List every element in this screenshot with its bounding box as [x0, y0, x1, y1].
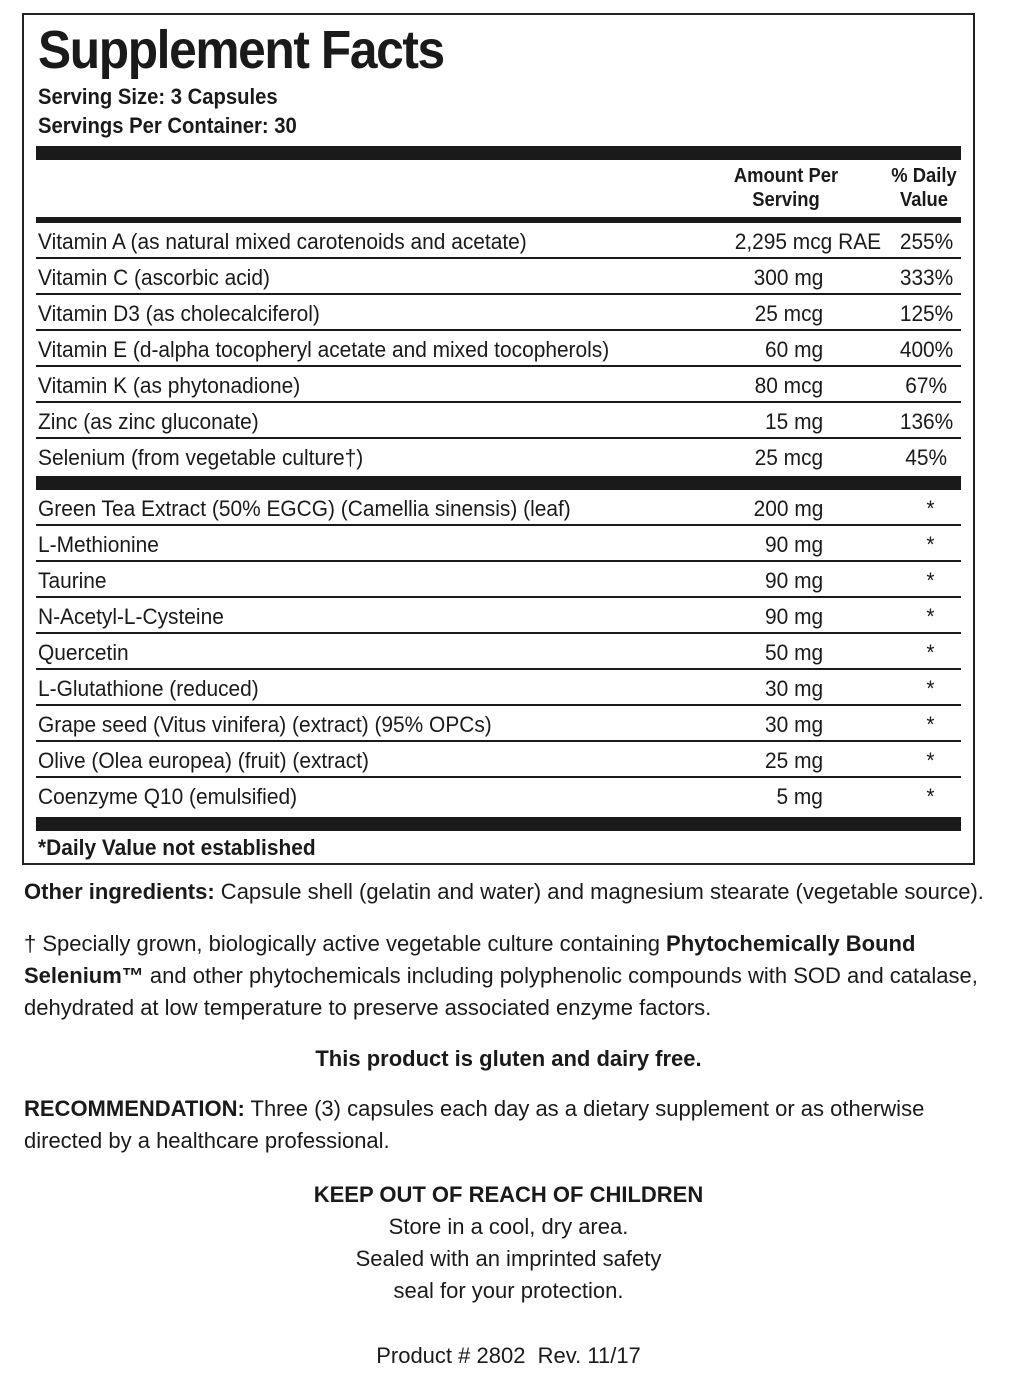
- nutrient-name: Vitamin C (ascorbic acid): [38, 265, 270, 290]
- ingredient-name: L-Methionine: [38, 532, 159, 557]
- amount-header-line1: Amount Per: [733, 165, 839, 187]
- seal-line-1: Sealed with an imprinted safety: [355, 1246, 662, 1271]
- ingredient-name: Green Tea Extract (50% EGCG) (Camellia sinensis) (leaf): [38, 496, 571, 521]
- ingredient-amount: 90 mg: [764, 532, 823, 557]
- nutrient-dv: 67%: [905, 373, 947, 398]
- nutrient-dv: 400%: [899, 337, 953, 362]
- storage-instruction: Store in a cool, dry area.: [388, 1214, 629, 1239]
- amount-header-line2: Serving: [752, 189, 820, 211]
- table-row: [36, 439, 961, 475]
- table-row: [36, 778, 961, 814]
- ingredient-name: Coenzyme Q10 (emulsified): [38, 784, 298, 809]
- ingredient-name: Taurine: [38, 568, 107, 593]
- nutrient-name: Vitamin E (d-alpha tocopheryl acetate and mixed tocopherols): [38, 337, 610, 362]
- ingredient-dv: *: [926, 712, 935, 737]
- gluten-dairy-free: This product is gluten and dairy free.: [315, 1046, 702, 1071]
- table-row: [36, 670, 961, 706]
- nutrient-dv: 45%: [905, 445, 947, 470]
- product-number: Product # 2802 Rev. 11/17: [376, 1343, 641, 1368]
- serving-size: Serving Size: 3 Capsules: [38, 84, 278, 109]
- ingredient-dv: *: [926, 784, 935, 809]
- ingredient-amount: 200 mg: [753, 496, 823, 521]
- table-row: [36, 490, 961, 526]
- recommendation: [24, 1093, 984, 1157]
- ingredient-name: L-Glutathione (reduced): [38, 676, 259, 701]
- nutrient-amount: 25 mcg: [754, 301, 823, 326]
- ingredient-amount: 30 mg: [764, 676, 823, 701]
- section-divider-bar: [36, 476, 961, 490]
- table-row: [36, 259, 961, 295]
- ingredient-dv: *: [926, 748, 935, 773]
- ingredient-dv: *: [926, 568, 935, 593]
- table-row: [36, 295, 961, 331]
- other-ingredients-text: Capsule shell (gelatin and water) and magnesium stearate (vegetable source).: [214, 879, 984, 904]
- other-ingredients-label: Other ingredients:: [24, 879, 215, 904]
- nutrient-name: Vitamin D3 (as cholecalciferol): [38, 301, 320, 326]
- panel-title: Supplement Facts: [38, 20, 444, 80]
- ingredient-name: Quercetin: [38, 640, 129, 665]
- dv-header-line1: % Daily: [891, 165, 957, 187]
- bottom-divider-bar: [36, 817, 961, 831]
- supplement-facts-panel: [22, 13, 975, 865]
- dv-header-line2: Value: [899, 189, 949, 211]
- nutrient-dv: 255%: [899, 229, 953, 254]
- recommendation-label: RECOMMENDATION:: [24, 1096, 245, 1121]
- dagger-text-2: and other phytochemicals including polyphenolic compounds with SOD and catalase, dehydrated at low temperature to preserve associated enzyme factors.: [24, 963, 978, 1020]
- ingredient-name: Grape seed (Vitus vinifera) (extract) (95% OPCs): [38, 712, 492, 737]
- nutrient-dv: 136%: [899, 409, 953, 434]
- table-row: [36, 403, 961, 439]
- ingredient-amount: 50 mg: [764, 640, 823, 665]
- daily-value-footnote: *Daily Value not established: [38, 835, 316, 860]
- ingredient-amount: 90 mg: [764, 568, 823, 593]
- nutrient-dv: 333%: [899, 265, 953, 290]
- ingredient-amount: 5 mg: [776, 784, 823, 809]
- table-row: [36, 706, 961, 742]
- amount-header: [712, 164, 859, 212]
- ingredient-dv: *: [926, 604, 935, 629]
- top-divider-bar: [36, 146, 961, 160]
- keep-out-warning: KEEP OUT OF REACH OF CHILDREN: [313, 1182, 704, 1207]
- nutrient-amount: 80 mcg: [754, 373, 823, 398]
- seal-line-2: seal for your protection.: [393, 1278, 624, 1303]
- nutrient-amount: 300 mg: [753, 265, 823, 290]
- ingredient-dv: *: [926, 532, 935, 557]
- ingredient-amount: 30 mg: [764, 712, 823, 737]
- servings-per-container: Servings Per Container: 30: [38, 113, 297, 138]
- dagger-text-1: † Specially grown, biologically active vegetable culture containing: [24, 931, 667, 956]
- table-row: [36, 562, 961, 598]
- ingredient-dv: *: [926, 640, 935, 665]
- ingredient-amount: 25 mg: [764, 748, 823, 773]
- nutrient-name: Vitamin K (as phytonadione): [38, 373, 301, 398]
- table-row: [36, 634, 961, 670]
- ingredient-dv: *: [926, 676, 935, 701]
- other-ingredients: [24, 876, 999, 908]
- dagger-bold: Phytochemically Bound Selenium™: [24, 931, 916, 988]
- nutrient-amount: 25 mcg: [754, 445, 823, 470]
- nutrient-amount: 15 mg: [764, 409, 823, 434]
- nutrient-dv: 125%: [899, 301, 953, 326]
- nutrient-amount: 60 mg: [764, 337, 823, 362]
- ingredient-dv: *: [926, 496, 935, 521]
- other-ingredients-table: [36, 490, 961, 814]
- recommendation-text: Three (3) capsules each day as a dietary supplement or as otherwise directed by a healthcare professional.: [24, 1096, 925, 1153]
- table-row: [36, 598, 961, 634]
- table-row: [36, 526, 961, 562]
- nutrient-name: Vitamin A (as natural mixed carotenoids and acetate): [38, 229, 527, 254]
- dagger-note: [24, 928, 992, 1024]
- vitamins-table: [36, 223, 961, 475]
- ingredient-name: Olive (Olea europea) (fruit) (extract): [38, 748, 370, 773]
- table-row: [36, 223, 961, 259]
- nutrient-name: Selenium (from vegetable culture†): [38, 445, 364, 470]
- table-row: [36, 367, 961, 403]
- ingredient-name: N-Acetyl-L-Cysteine: [38, 604, 224, 629]
- table-row: [36, 742, 961, 778]
- nutrient-name: Zinc (as zinc gluconate): [38, 409, 259, 434]
- table-row: [36, 331, 961, 367]
- ingredient-amount: 90 mg: [764, 604, 823, 629]
- nutrient-amount: 2,295 mcg RAE: [734, 229, 881, 254]
- daily-value-header: [878, 164, 970, 212]
